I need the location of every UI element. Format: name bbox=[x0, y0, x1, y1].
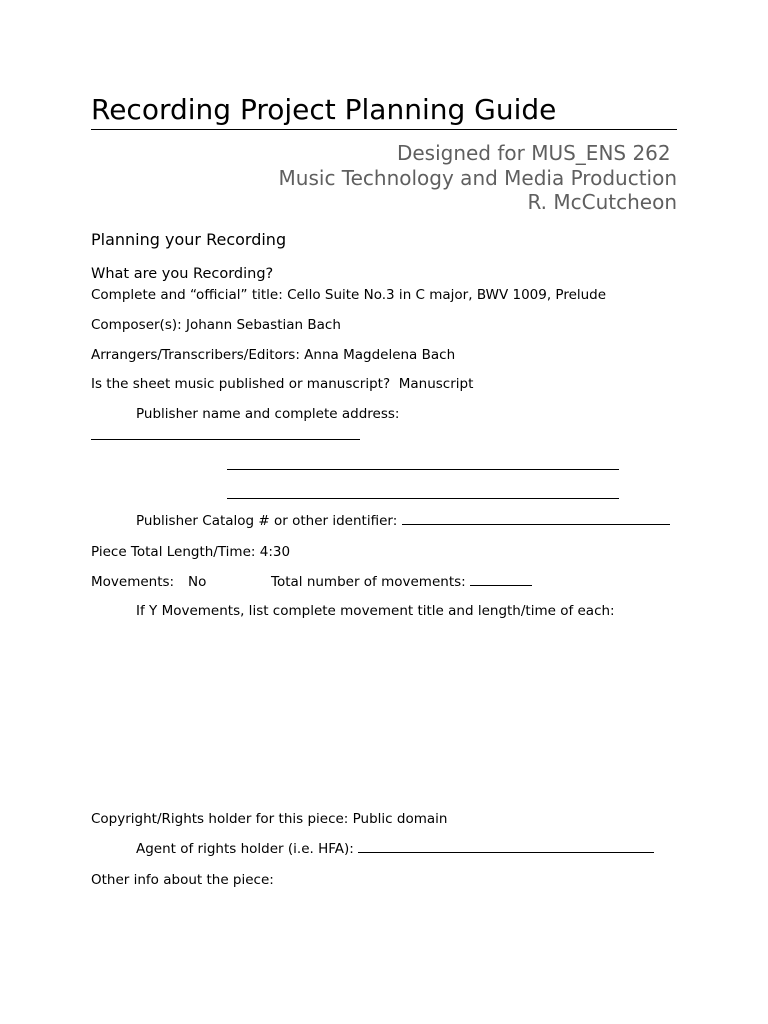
sheet-music-field bbox=[91, 375, 473, 393]
section-question: What are you Recording? bbox=[91, 266, 274, 282]
publisher-catalog-field bbox=[136, 512, 670, 530]
arrangers-label: Arrangers/Transcribers/Editors: bbox=[91, 347, 300, 363]
total-movements-blank bbox=[470, 573, 532, 586]
publisher-address-blank-2 bbox=[227, 469, 619, 470]
copyright-label: Copyright/Rights holder for this piece: bbox=[91, 811, 349, 827]
title-field bbox=[91, 286, 606, 304]
agent-label: Agent of rights holder (i.e. HFA): bbox=[136, 841, 354, 857]
other-info-label: Other info about the piece: bbox=[91, 872, 274, 888]
composer-label: Composer(s): bbox=[91, 317, 182, 333]
agent-field bbox=[136, 840, 654, 858]
page-title: Recording Project Planning Guide bbox=[91, 93, 677, 130]
composer-field bbox=[91, 316, 341, 334]
movements-field bbox=[91, 573, 174, 591]
movements-label: Movements: bbox=[91, 574, 175, 590]
agent-blank bbox=[358, 840, 654, 853]
course-info bbox=[279, 141, 677, 215]
instructor-name: R. McCutcheon bbox=[527, 190, 677, 214]
publisher-address-blank-3 bbox=[227, 498, 619, 499]
piece-length-label: Piece Total Length/Time: bbox=[91, 544, 256, 560]
total-movements-label: Total number of movements: bbox=[271, 574, 466, 590]
course-code: Designed for MUS_ENS 262 bbox=[396, 141, 677, 165]
sheet-music-value: Manuscript bbox=[398, 376, 474, 392]
section-heading: Planning your Recording bbox=[91, 230, 287, 249]
title-label: Complete and “official” title: bbox=[91, 287, 283, 303]
movement-list-label: If Y Movements, list complete movement title and length/time of each: bbox=[136, 603, 615, 619]
movements-value: No bbox=[188, 574, 207, 590]
arrangers-field bbox=[91, 346, 455, 364]
composer-value: Johann Sebastian Bach bbox=[185, 317, 341, 333]
sheet-music-label: Is the sheet music published or manuscript? bbox=[91, 376, 391, 392]
publisher-address-blank-1 bbox=[91, 439, 360, 440]
publisher-catalog-label: Publisher Catalog # or other identifier: bbox=[136, 513, 398, 529]
copyright-value: Public domain bbox=[352, 811, 448, 827]
arrangers-value: Anna Magdelena Bach bbox=[304, 347, 456, 363]
title-value: Cello Suite No.3 in C major, BWV 1009, Prelude bbox=[287, 287, 607, 303]
course-name: Music Technology and Media Production bbox=[278, 165, 677, 190]
publisher-catalog-blank bbox=[402, 512, 670, 525]
piece-length-field bbox=[91, 543, 290, 561]
total-movements-field bbox=[271, 573, 532, 591]
publisher-address-label: Publisher name and complete address: bbox=[136, 406, 400, 422]
copyright-field bbox=[91, 810, 447, 828]
piece-length-value: 4:30 bbox=[259, 544, 291, 560]
